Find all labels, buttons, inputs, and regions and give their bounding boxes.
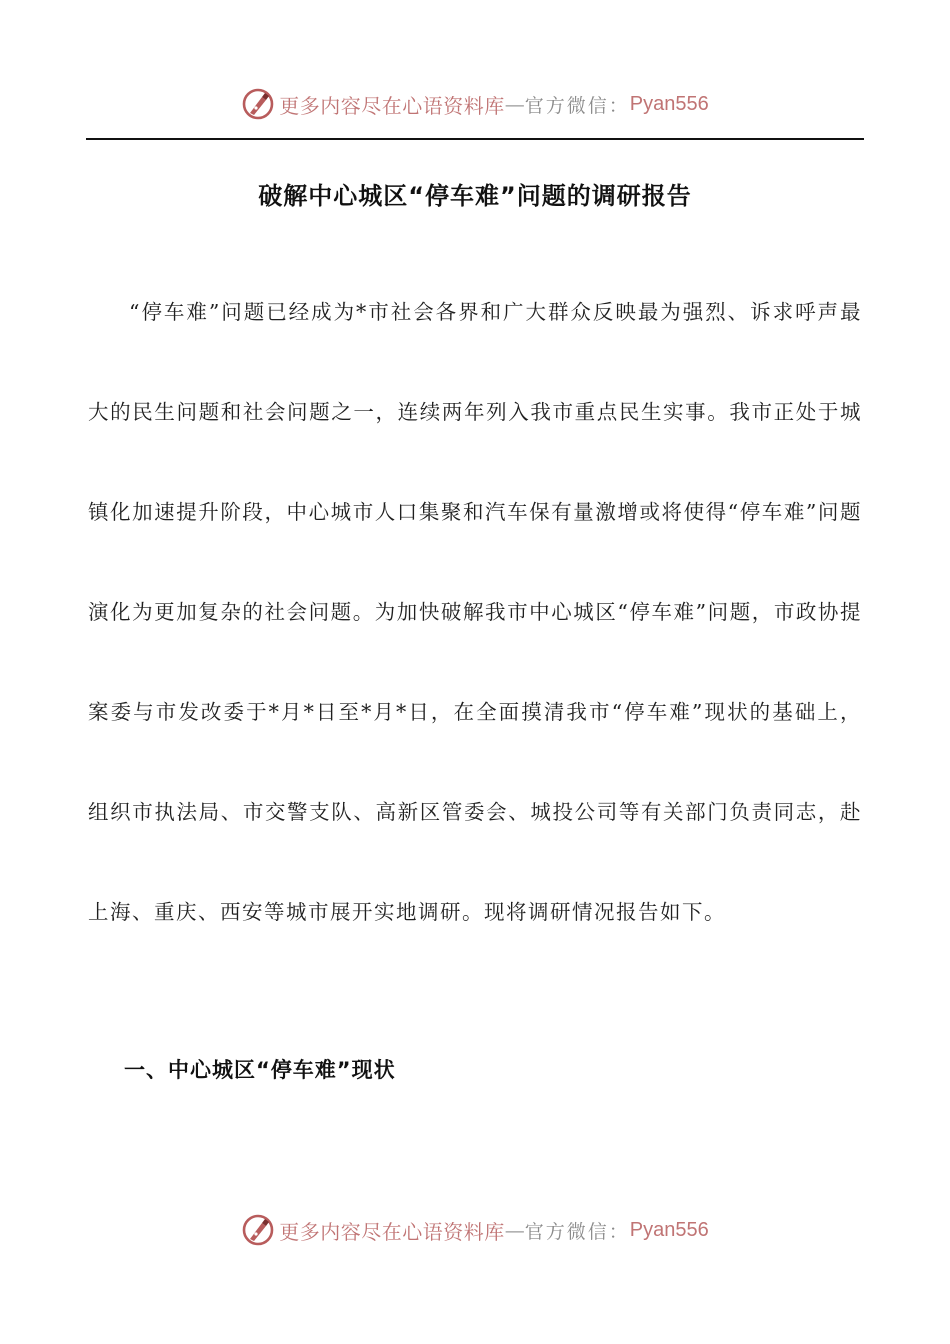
brand-separator: — [504, 1218, 525, 1242]
brand-separator: — [504, 92, 525, 116]
wechat-label: 官方微信： [524, 1220, 630, 1243]
pen-nib-logo-icon [241, 87, 275, 121]
wechat-id: Pyan556 [629, 92, 709, 115]
brand-name: 更多内容尽在心语资料库 [279, 93, 505, 118]
document-title: 破解中心城区“停车难”问题的调研报告 [258, 182, 692, 210]
brand-name: 更多内容尽在心语资料库 [279, 1219, 505, 1244]
pen-nib-logo-icon [241, 1213, 275, 1247]
header-watermark [0, 84, 950, 124]
intro-paragraph: “停车难”问题已经成为*市社会各界和广大群众反映最为强烈、诉求呼声最大的民生问题和社会问题之一，连续两年列入我市重点民生实事。我市正处于城镇化加速提升阶段，中心城市人口集聚和汽车保有量激增或将使得“停车难”问题演化为更加复杂的社会问题。为加快破解我市中心城区“停车难”问题，市政协提案委与市发改委于*月*日至*月*日，在全面摸清我市“停车难”现状的基础上，组织市执法局、市交警支队、高新区管委会、城投公司等有关部门负责同志，赴上海、重庆、西安等城市展开实地调研。现将调研情况报告如下。 [88, 300, 862, 924]
wechat-id: Pyan556 [629, 1218, 709, 1241]
section-heading: 一、中心城区“停车难”现状 [124, 1058, 396, 1082]
wechat-label: 官方微信： [524, 94, 630, 117]
header-divider [86, 138, 864, 140]
footer-watermark [0, 1210, 950, 1250]
